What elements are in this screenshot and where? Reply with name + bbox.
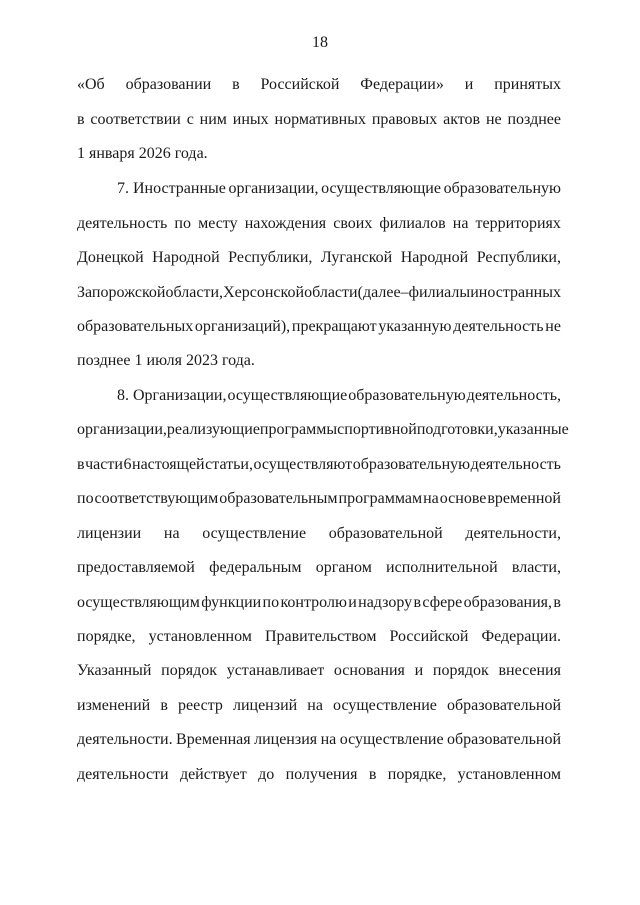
word: Херсонской (223, 284, 305, 301)
word: установленном (457, 766, 561, 783)
text-line (77, 456, 561, 474)
text-line (77, 76, 561, 94)
word: принятых (494, 76, 561, 93)
word: образования, (463, 594, 553, 611)
word: осуществление (333, 697, 437, 714)
word: в (413, 594, 422, 611)
word: образовании (125, 76, 212, 93)
word: области, (165, 284, 224, 301)
word: предоставляемой (77, 559, 195, 576)
word: Донецкой (77, 249, 144, 266)
text-line (77, 697, 561, 715)
word: порядок (432, 662, 489, 679)
word: нахождения (244, 215, 327, 232)
text-line (77, 662, 561, 680)
word: получения (285, 766, 358, 783)
word: в (368, 766, 377, 783)
word: надзору (358, 594, 413, 611)
word: организации, (228, 180, 319, 197)
word: деятельности (77, 766, 169, 783)
word: осуществление (202, 525, 307, 542)
word: в (232, 76, 240, 93)
word: в (160, 697, 168, 714)
word: иных (232, 111, 269, 128)
word: образовательным (219, 490, 338, 507)
word: подготовки, (416, 421, 498, 438)
word: сфере (422, 594, 463, 611)
word: своих (333, 215, 373, 232)
text-line (117, 180, 561, 198)
word: статьи, (205, 456, 253, 473)
word: (далее (357, 284, 401, 301)
word: и (348, 594, 357, 611)
word: деятельности. (77, 731, 173, 748)
word: лицензий (232, 697, 298, 714)
word: указанные (497, 421, 569, 438)
word: внесения (498, 662, 561, 679)
word: – (400, 284, 409, 301)
word: временной (487, 490, 561, 507)
word: до (258, 766, 275, 783)
word: образовательной (447, 697, 561, 714)
word: осуществляющие (227, 387, 348, 404)
word: «Об (77, 76, 105, 93)
word: правовых (371, 111, 438, 128)
word: порядке, (387, 766, 447, 783)
word: Федерации. (481, 628, 561, 645)
text-line (77, 284, 561, 302)
text-line (117, 387, 561, 405)
text-line (77, 525, 561, 543)
word: образовательной (328, 525, 443, 542)
word: Республики, (476, 249, 561, 266)
word: и (464, 76, 474, 93)
word: порядок (161, 662, 217, 679)
word: 8. Организации, (117, 387, 227, 404)
word: части (85, 456, 123, 473)
word: на (423, 490, 439, 507)
word: Луганской (320, 249, 393, 266)
word: позднее (507, 111, 561, 128)
text-line (77, 111, 561, 129)
word: программам (338, 490, 423, 507)
word: прекращают (291, 318, 377, 335)
word: власти, (511, 559, 561, 576)
word: спортивной (337, 421, 417, 438)
word: образовательную (443, 180, 561, 197)
word: на (307, 697, 323, 714)
word: изменений (77, 697, 151, 714)
word: настоящей (132, 456, 205, 473)
word: основе (439, 490, 487, 507)
word: функции (201, 594, 262, 611)
word: соответствии (90, 111, 181, 128)
word: в (77, 456, 85, 473)
word: порядке, (77, 628, 136, 645)
word: исполнительной (386, 559, 498, 576)
word: деятельности, (465, 525, 561, 542)
word: ним (199, 111, 227, 128)
word: по (77, 490, 94, 507)
word: 7. Иностранные (117, 180, 226, 197)
text-line (77, 215, 561, 233)
word: актов (443, 111, 481, 128)
word: 6 (123, 456, 132, 473)
word: Указанный (77, 662, 152, 679)
word: иностранных (470, 284, 561, 301)
word: Временная (176, 731, 251, 748)
word: реализующие (166, 421, 260, 438)
word: месту (198, 215, 238, 232)
word: программы (259, 421, 338, 438)
word: Федерации» (360, 76, 444, 93)
word: лицензия (254, 731, 318, 748)
word: по (174, 215, 191, 232)
word: организаций), (194, 318, 291, 335)
word: Народной (152, 249, 220, 266)
word: указанную (378, 318, 452, 335)
word: организации, (77, 421, 167, 438)
word: нормативных (274, 111, 366, 128)
text-line (77, 421, 569, 439)
word: основания (333, 662, 405, 679)
word: деятельность (453, 318, 544, 335)
word: Российской (260, 76, 340, 93)
word: органом (315, 559, 372, 576)
text-line (77, 318, 561, 336)
text-line (77, 490, 561, 508)
text-line (77, 766, 561, 784)
word: деятельность, (466, 387, 561, 404)
word: Правительством (264, 628, 377, 645)
word: на (452, 215, 469, 232)
word: Запорожской (77, 284, 166, 301)
word: реестр (177, 697, 223, 714)
text-line: 1 января 2026 года. (77, 145, 208, 162)
word: Российской (389, 628, 469, 645)
word: осуществление (339, 731, 444, 748)
word: соответствующим (94, 490, 219, 507)
word: с (186, 111, 194, 128)
word: образовательную (352, 456, 471, 473)
text-line (77, 731, 561, 749)
text-line (77, 628, 561, 646)
text-line: позднее 1 июля 2023 года. (77, 352, 255, 369)
word: филиалы (408, 284, 471, 301)
word: Республики, (228, 249, 313, 266)
word: и (414, 662, 424, 679)
word: образовательной (447, 731, 561, 748)
word: устанавливает (226, 662, 325, 679)
word: контролю (280, 594, 347, 611)
word: не (485, 111, 502, 128)
word: образовательную (348, 387, 466, 404)
word: установленном (148, 628, 252, 645)
word: действует (179, 766, 247, 783)
word: осуществляют (253, 456, 353, 473)
word: в (77, 111, 85, 128)
word: деятельность (470, 456, 561, 473)
word: в (553, 594, 561, 611)
word: образовательных (77, 318, 194, 335)
word: деятельность (77, 215, 168, 232)
word: по (262, 594, 280, 611)
text-line (77, 559, 561, 577)
word: лицензии (77, 525, 142, 542)
word: на (320, 731, 337, 748)
word: на (163, 525, 180, 542)
word: не (545, 318, 561, 335)
text-line (77, 249, 561, 267)
word: Народной (400, 249, 469, 266)
word: осуществляющие (321, 180, 441, 197)
word: филиалов (379, 215, 446, 232)
text-line (77, 594, 561, 612)
word: территориях (475, 215, 561, 232)
word: области (304, 284, 358, 301)
page-number: 18 (312, 34, 328, 51)
word: осуществляющим (77, 594, 200, 611)
word: федеральным (209, 559, 302, 576)
